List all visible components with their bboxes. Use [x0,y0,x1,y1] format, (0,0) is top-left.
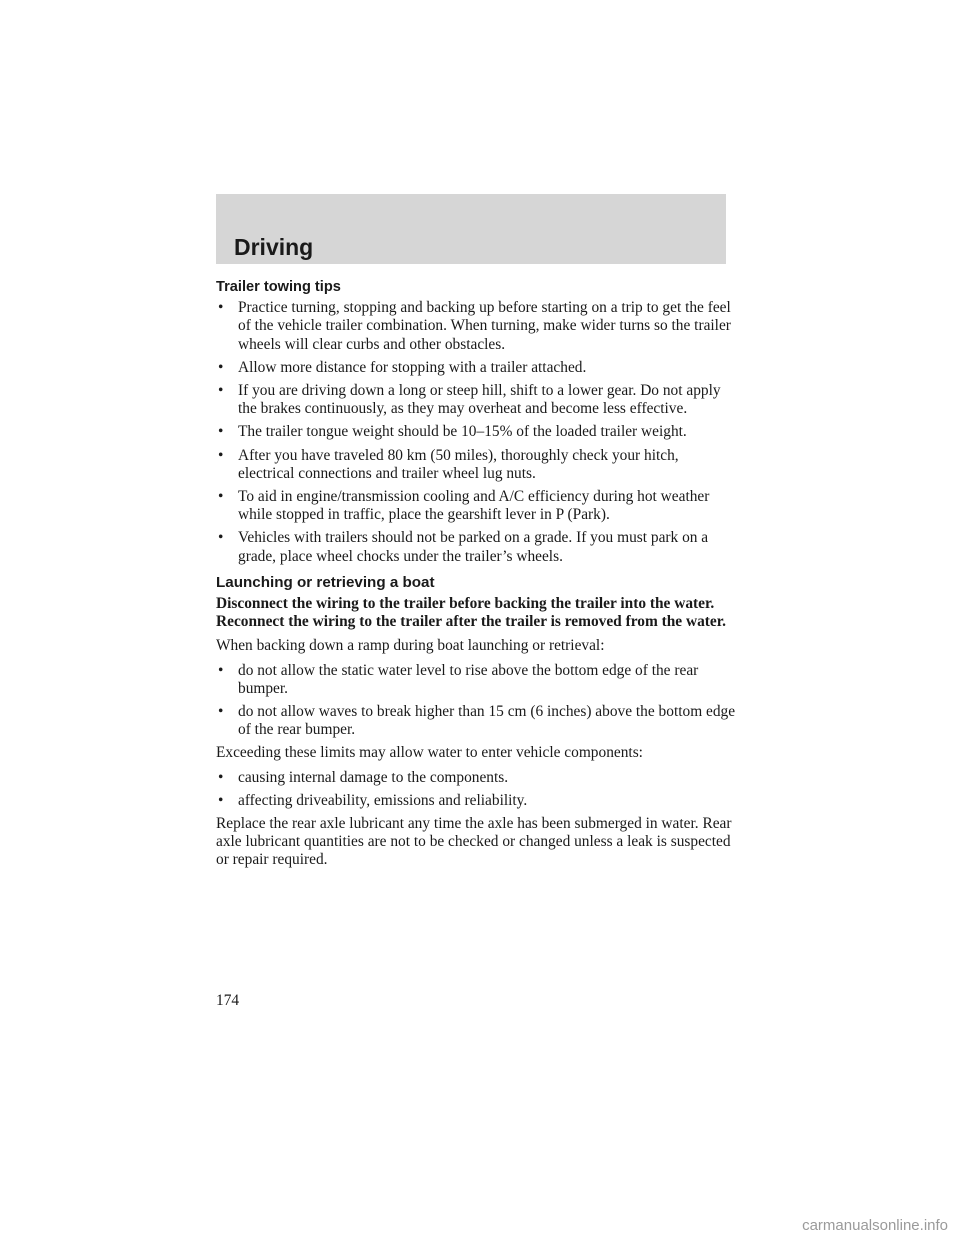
page-content [216,278,736,876]
warning-text: Disconnect the wiring to the trailer before backing the trailer into the water. Reconnect the wiring to the trailer after the trailer is removed from the water. [216,595,727,631]
heading-launching-boat: Launching or retrieving a boat [216,573,435,591]
list-item: • do not allow the static water level to rise above the bottom edge of the rear bumper. [218,661,699,697]
bullet-icon: • [218,382,224,400]
section-header-band [216,194,726,264]
bullet-icon: • [218,703,224,721]
paragraph-closing: Replace the rear axle lubricant any time the axle has been submerged in water. Rear axle lubricant quantities are not to be checked or changed unless a leak is suspected or repair required. [216,815,732,869]
bullet-icon: • [218,358,224,376]
page-number: 174 [216,992,240,1009]
list-item: • causing internal damage to the components. [218,768,509,786]
list-item: • After you have traveled 80 km (50 miles), thoroughly check your hitch, electrical connections and trailer wheel lug nuts. [218,446,679,482]
bullet-icon: • [218,791,224,809]
bullet-icon: • [218,446,224,464]
section-title: Driving [234,234,314,260]
list-item: • The trailer tongue weight should be 10–15% of the loaded trailer weight. [218,423,687,441]
list-item: • affecting driveability, emissions and reliability. [218,791,528,809]
watermark: carmanualsonline.info [802,1217,948,1234]
bullet-icon: • [218,768,224,786]
list-item: • do not allow waves to break higher than 15 cm (6 inches) above the bottom edge of the rear bumper. [218,703,736,739]
bullet-icon: • [218,529,224,547]
paragraph-intro: When backing down a ramp during boat launching or retrieval: [216,637,605,655]
list-item: • If you are driving down a long or steep hill, shift to a lower gear. Do not apply the brakes continuously, as they may overheat and become less effective. [218,382,721,418]
list-item: • To aid in engine/transmission cooling and A/C efficiency during hot weather while stopped in traffic, place the gearshift lever in P (Park). [218,488,710,524]
bullet-icon: • [218,423,224,441]
list-item: • Practice turning, stopping and backing up before starting on a trip to get the feel of the vehicle trailer combination. When turning, make wider turns so the trailer wheels will clear curbs and other obstacles. [218,299,731,353]
list-item: • Vehicles with trailers should not be parked on a grade. If you must park on a grade, place wheel chocks under the trailer’s wheels. [218,529,709,565]
bullet-icon: • [218,299,224,317]
heading-trailer-towing-tips: Trailer towing tips [216,279,341,295]
bullet-icon: • [218,661,224,679]
list-item: • Allow more distance for stopping with a trailer attached. [218,358,587,376]
paragraph-intro-2: Exceeding these limits may allow water to enter vehicle components: [216,744,643,762]
bullet-icon: • [218,488,224,506]
